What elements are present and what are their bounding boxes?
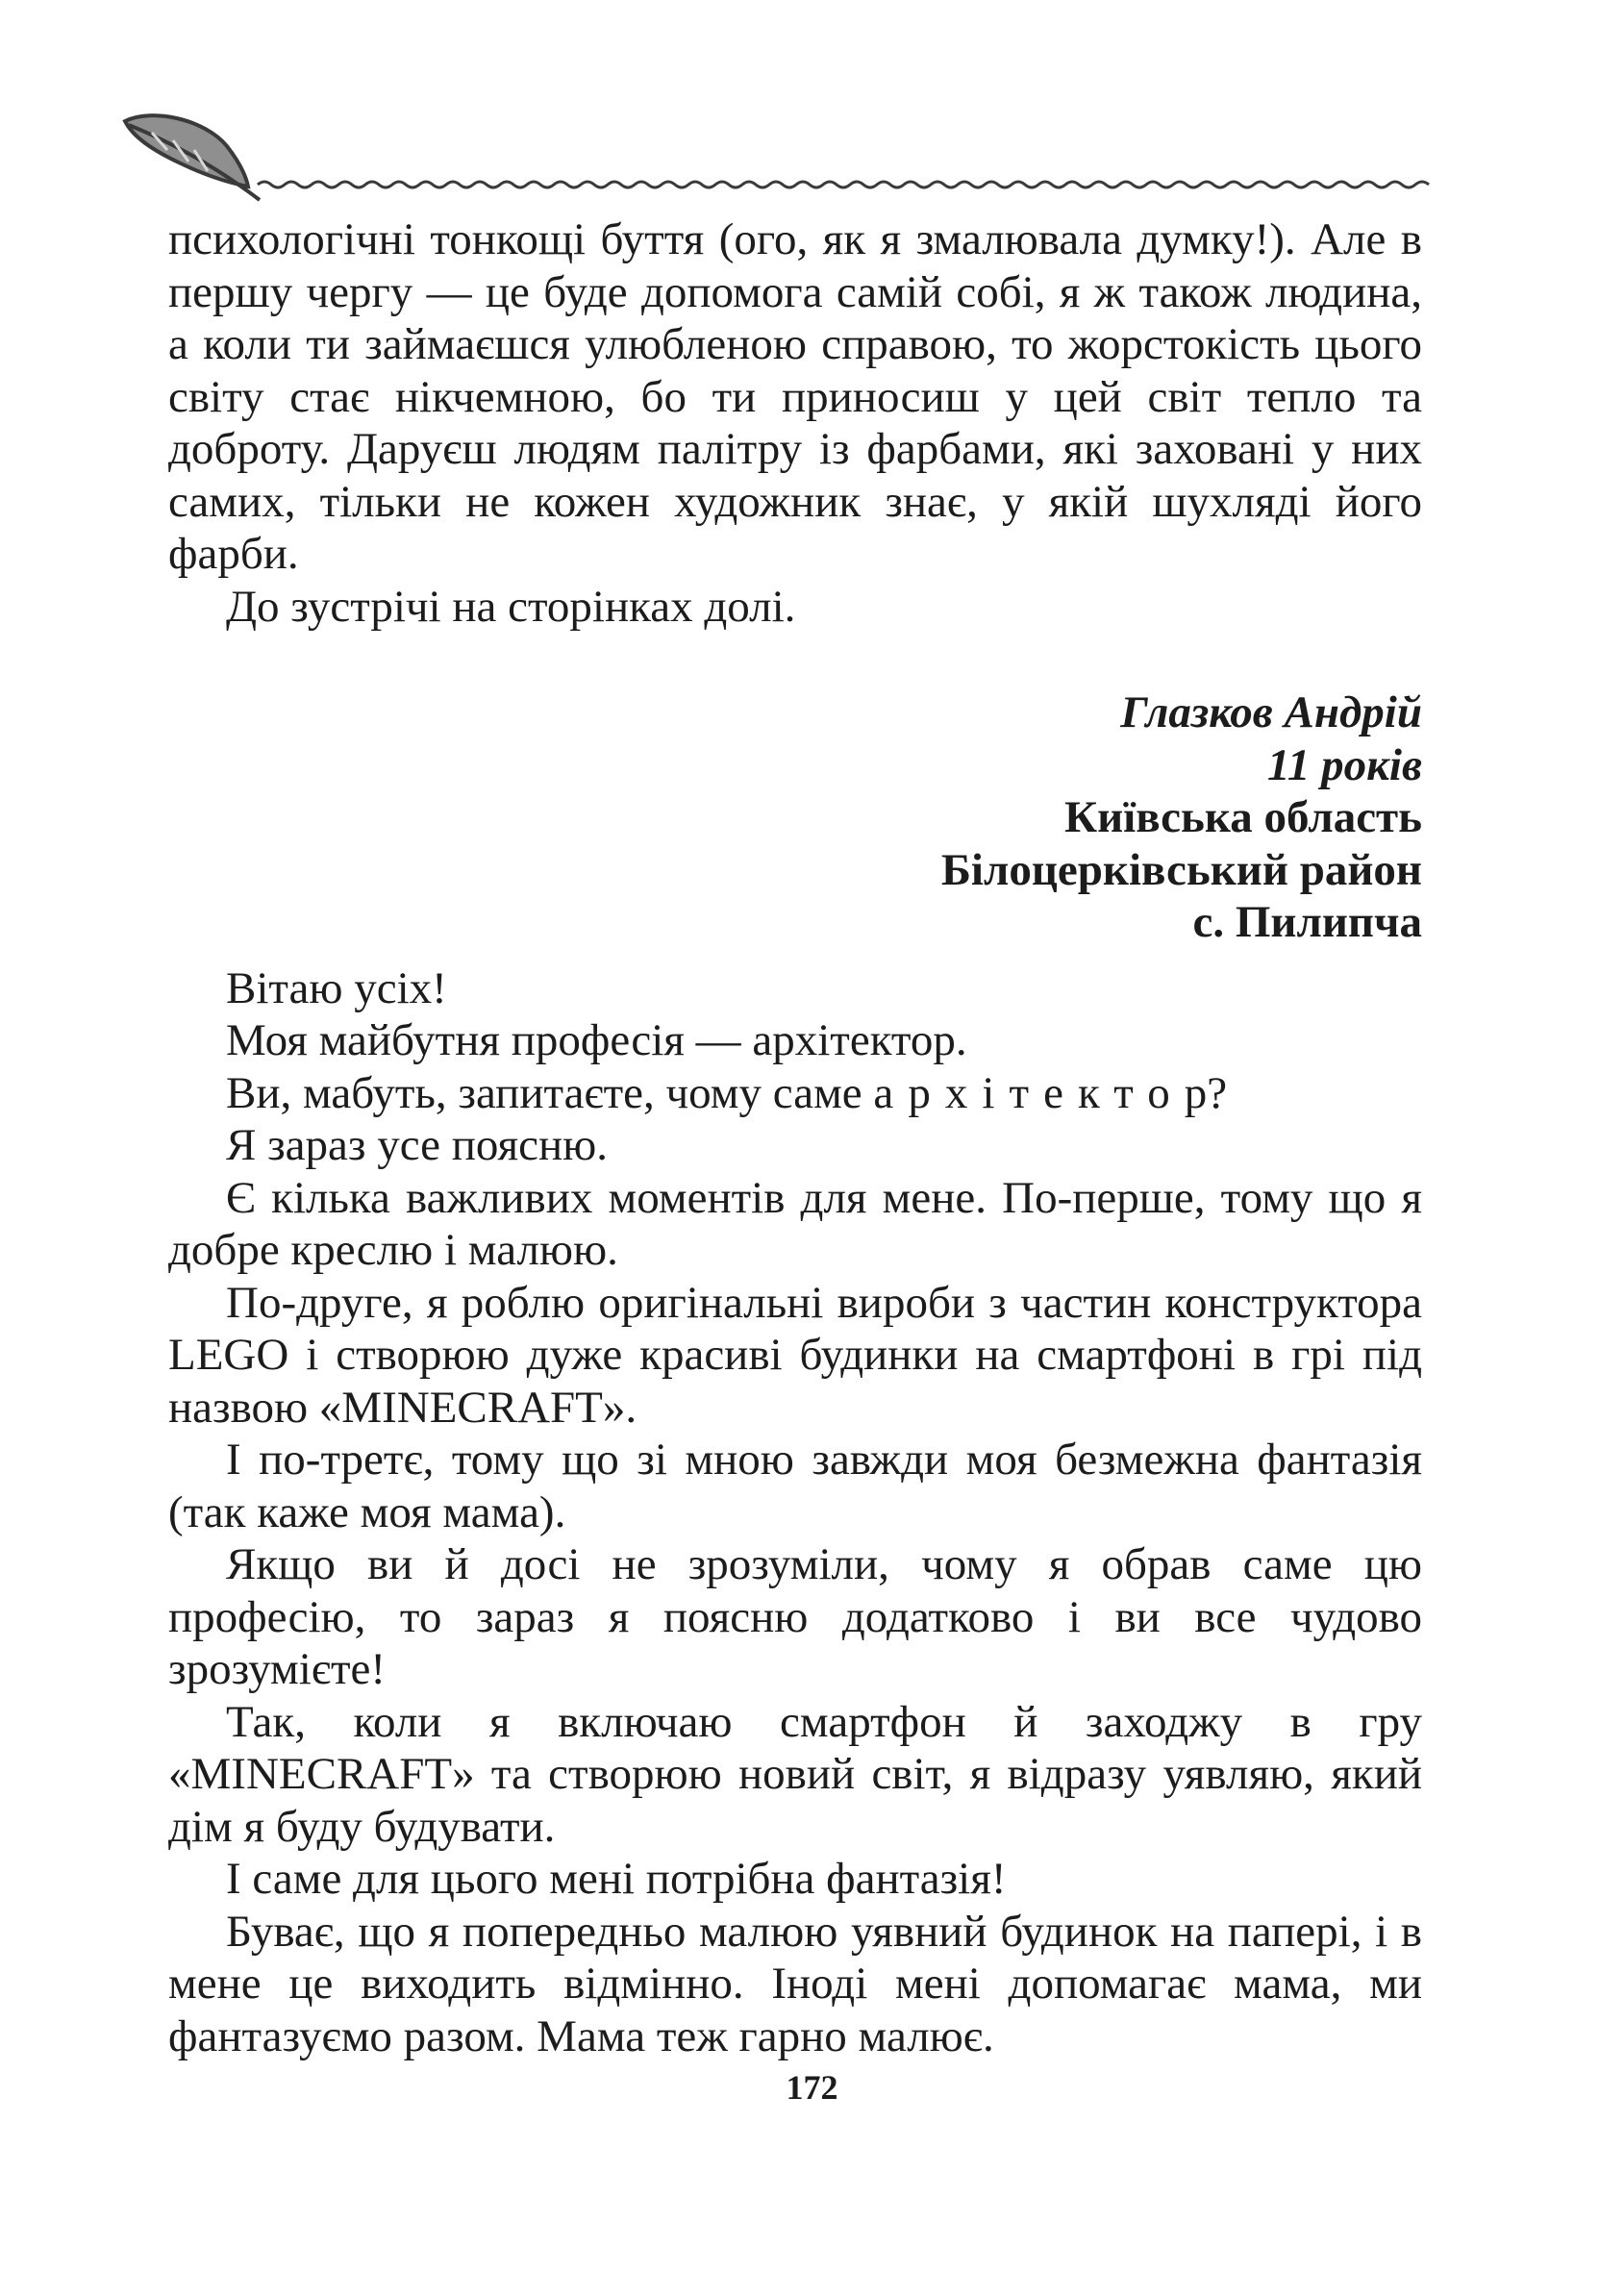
essay-paragraph-7: І по-третє, тому що зі мною завжди моя безмежна фантазія (так каже моя мама). [168,1435,1422,1537]
essay-paragraph-9: Так, коли я включаю смартфон й заходжу в гру «MINECRAFT» та створюю новий світ, я відразу уявляю, який дім я буду будувати. [168,1696,1422,1852]
feather-quill-icon [125,115,260,200]
spaced-word: архітекто [873,1067,1185,1118]
essay-paragraph-1: Вітаю усіх! [226,962,447,1013]
header-ornament [113,108,1437,204]
page-number: 172 [786,2068,838,2107]
page-body [168,213,1422,2062]
essay-paragraph-5: Є кілька важливих моментів для мене. По-перше, тому що я добре креслю і малюю. [168,1172,1422,1275]
author-district: Білоцерківський район [940,844,1422,895]
intro-paragraph-2: До зустрічі на сторінках долі. [226,581,796,632]
essay-paragraph-3-end: р? [1184,1067,1228,1118]
essay-paragraph-4: Я зараз усе поясню. [226,1120,608,1170]
essay-paragraph-2: Моя майбутня професія — архітектор. [226,1015,967,1065]
intro-paragraph-1: психологічні тонкощі буття (ого, як я змалювала думку!). Але в першу чергу — це буде допомога самій собі, я ж також людина, а коли ти займаєшся улюбленою справою, то жорстокість цього світу стає нікчемною, бо ти приносиш у цей світ тепло та доброту. Даруєш людям палітру із фарбами, які заховані у них самих, тільки не кожен художник знає, у якій шухляді його фарби. [168,214,1422,579]
author-name: Глазков Андрій [1120,687,1422,737]
section-gap [168,633,1422,687]
author-region: Київська область [1063,792,1422,842]
essay-paragraph-6: По-друге, я роблю оригінальні вироби з частин конструктора LEGO і створюю дуже красиві будинки на смартфоні в грі під назвою «MINECRAFT». [168,1277,1422,1433]
author-age: 11 років [1266,739,1422,790]
essay-paragraph-11: Буває, що я попередньо малюю уявний будинок на папері, і в мене це виходить відмінно. Іноді мені допомагає мама, ми фантазуємо разом. Мама теж гарно малює. [168,1906,1422,2061]
essay-paragraph-8: Якщо ви й досі не зрозуміли, чому я обрав саме цю професію, то зараз я поясню додатково і ви все чудово зрозумієте! [168,1539,1422,1694]
author-village: с. Пилипча [1192,897,1422,947]
essay-paragraph-3 [168,1067,1422,1120]
essay-paragraph-3-start: Ви, мабуть, запитаєте, чому саме [226,1067,874,1118]
wavy-rule [258,182,1429,187]
essay-paragraph-10: І саме для цього мені потрібна фантазія! [226,1854,1007,1904]
author-signature [168,687,1422,949]
